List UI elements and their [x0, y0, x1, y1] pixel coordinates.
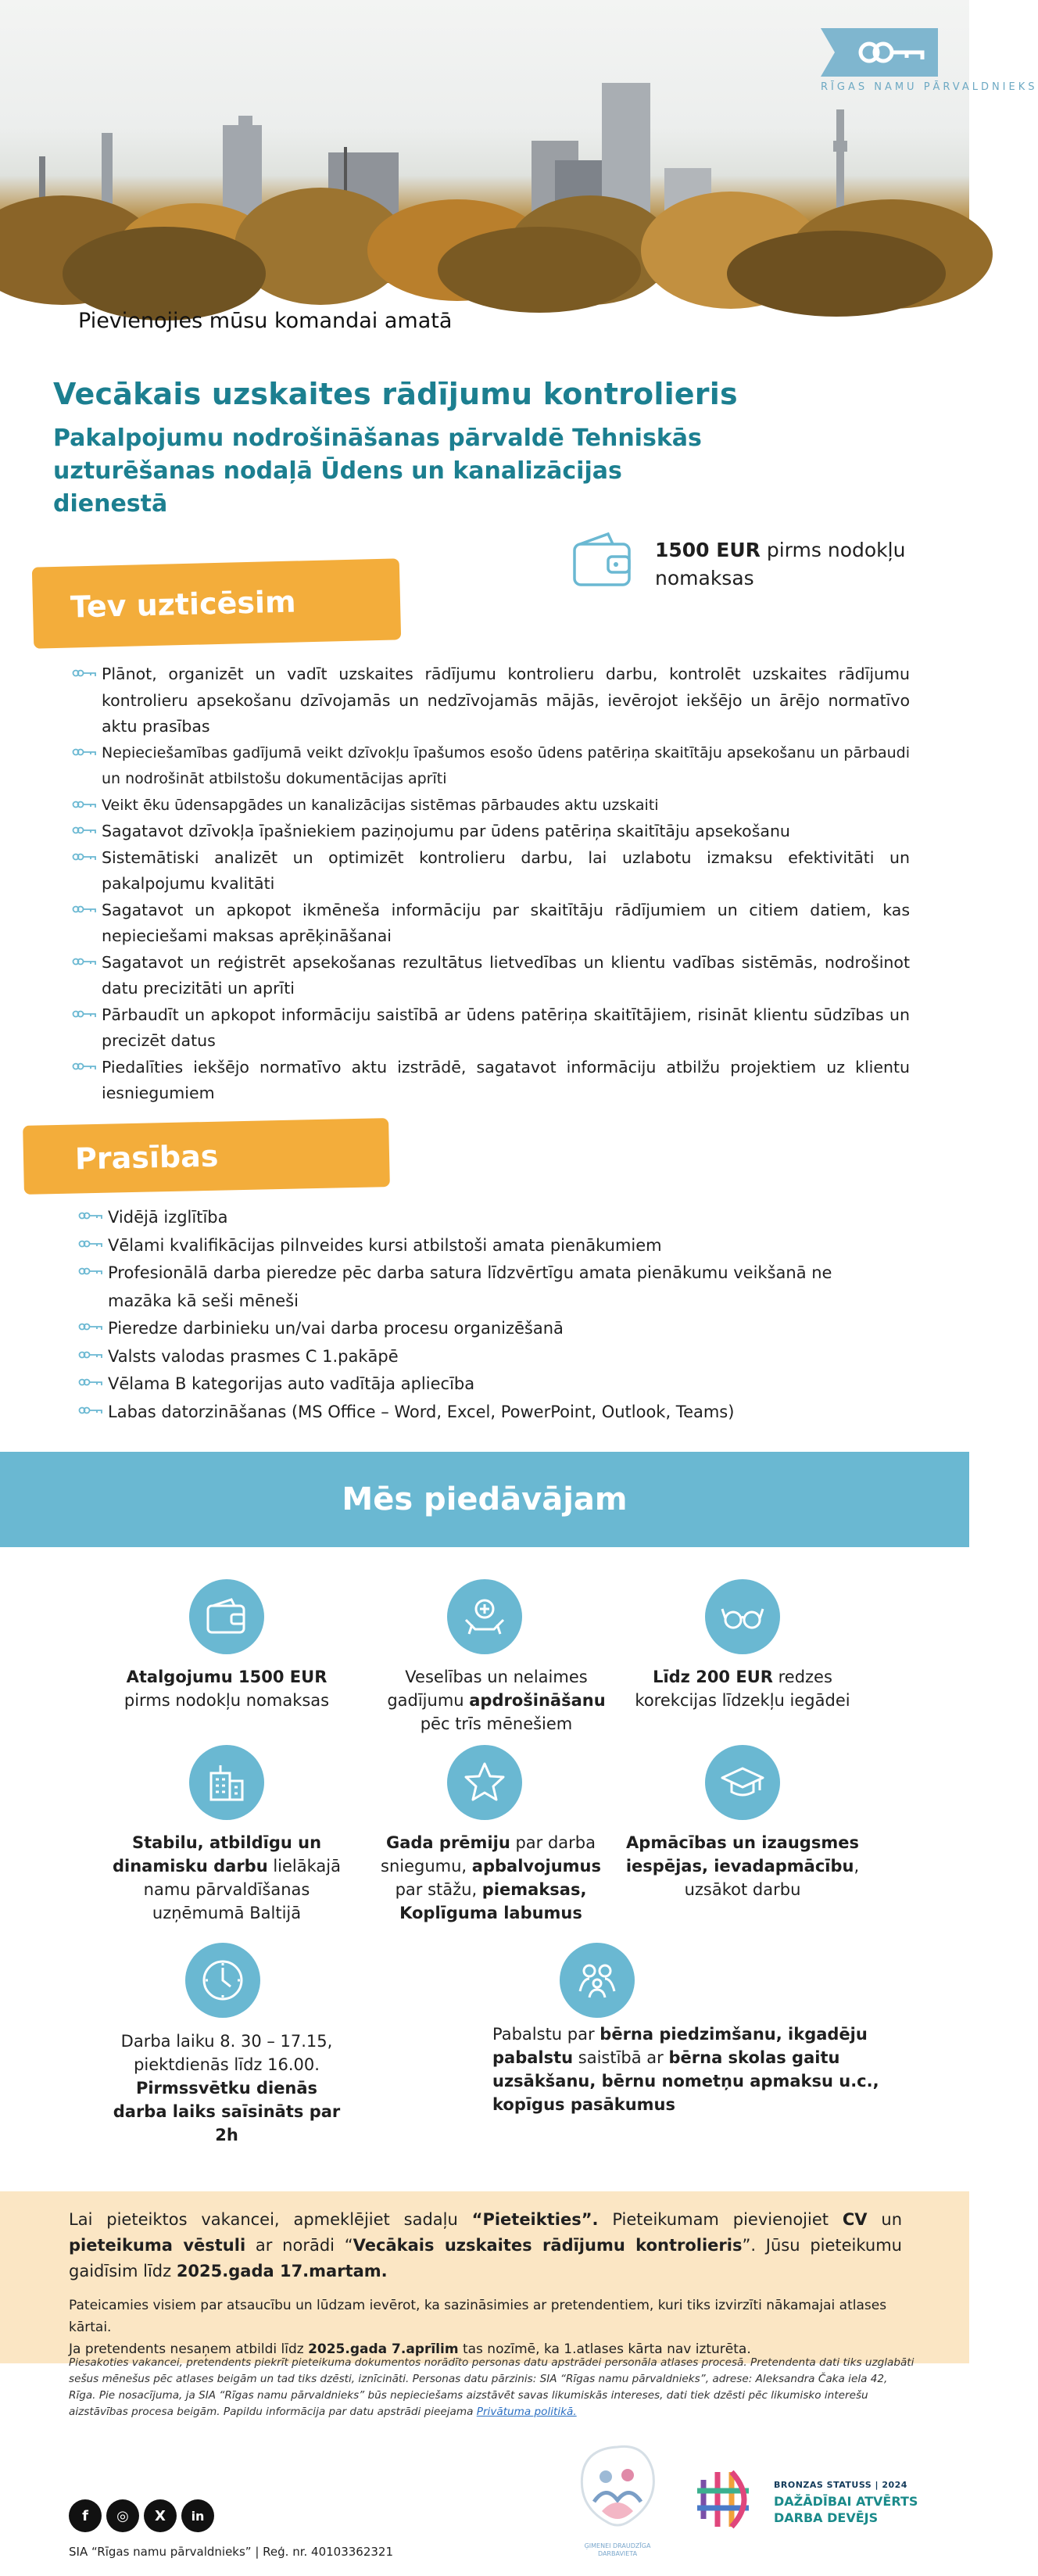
key-bullet-icon: [78, 1238, 103, 1249]
list-item-text: Profesionālā darba pieredze pēc darba satura līdzvērtīgu amata pienākumu veikšanā ne mazāka kā seši mēneši: [108, 1263, 832, 1310]
logo-text: RĪGAS NAMU PĀRVALDNIEKS: [821, 81, 1038, 93]
responsibilities-heading-text: Tev uzticēsim: [70, 584, 297, 625]
requirements-heading-text: Prasības: [74, 1138, 219, 1177]
benefit-salary-bold: Atalgojumu 1500 EUR: [126, 1668, 328, 1686]
salary-amount: 1500 EUR: [655, 539, 761, 561]
header-banner: [0, 0, 1038, 283]
privacy-policy-link[interactable]: Privātuma politikā.: [476, 2406, 577, 2418]
benefit-hours-bold: Pirmssvētku dienās darba laiks saīsināts par 2h: [113, 2079, 341, 2144]
apply-cv: CV: [842, 2210, 868, 2229]
x-twitter-icon[interactable]: X: [144, 2499, 177, 2532]
benefit-working-hours: [109, 2030, 344, 2147]
benefit-bonus-bold-1: Gada prēmiju: [385, 1833, 510, 1852]
list-item-text: Pieredze darbinieku un/vai darba procesu organizēšanā: [108, 1319, 564, 1338]
list-item-text: Sistemātiski analizēt un optimizēt kontrolieru darbu, lai uzlabotu izmaksu efektivitāti un pakalpojumu kvalitāti: [102, 847, 910, 893]
requirements-heading: [23, 1118, 390, 1195]
apply-position: Vecākais uzskaites rādījumu kontrolieris: [353, 2236, 743, 2255]
benefit-stable-job: [109, 1831, 344, 1925]
key-bullet-icon: [72, 956, 97, 967]
benefit-stable-job-text: lielākajā namu pārvaldīšanas uzņēmumā Baltijā: [143, 1857, 342, 1922]
apply-note-2c: tas nozīmē, ka 1.atlases kārta nav izturēta.: [458, 2341, 751, 2357]
family-friendly-label: ĢIMENEI DRAUDZĪGA DARBAVIETA: [584, 2542, 651, 2557]
benefit-glasses-text: redzes korekcijas līdzekļu iegādei: [635, 1668, 850, 1710]
list-item-text: Vēlami kvalifikācijas pilnveides kursi atbilstoši amata pienākumiem: [108, 1235, 662, 1255]
list-item: [78, 1343, 907, 1371]
list-item: [72, 740, 910, 793]
family-icon: [560, 1943, 635, 2018]
apply-note-1: Pateicamies visiem par atsaucību un lūdzam ievērot, ka sazināsimies ar pretendentiem, kuri tiks izvirzīti nākamajai atlases kārtai.: [69, 2298, 887, 2335]
list-item-text: Sagatavot un apkopot ikmēneša informāciju par skaitītāju rādījumiem un citiem datiem, kas nepieciešami maksas aprēķināšanai: [102, 900, 910, 945]
family-friendly-logo: [574, 2439, 660, 2545]
responsibilities-list: [72, 661, 910, 1107]
key-bullet-icon: [72, 825, 97, 836]
apply-section: [0, 2191, 969, 2363]
list-item-text: Piedalīties iekšējo normatīvo aktu izstrādē, sagatavot informāciju atbilžu projektiem uz klientu iesniegumiem: [102, 1057, 910, 1102]
wallet-icon: [572, 532, 632, 588]
list-item: [72, 845, 910, 897]
diversity-line-1: DAŽĀDĪBAI ATVĒRTS: [774, 2494, 918, 2509]
salary-suffix: pirms nodokļu nomaksas: [655, 539, 906, 589]
star-icon: [447, 1745, 522, 1820]
benefit-bonus-text-1: par darba sniegumu,: [381, 1833, 596, 1876]
apply-deadline: 2025.gada 17.martam.: [176, 2262, 388, 2280]
benefit-child-allowance: [492, 2022, 899, 2116]
benefit-child-bold-2: bērna skolas gaitu uzsākšanu, bērnu nometņu apmaksu u.c., kopīgus pasākumus: [492, 2048, 879, 2114]
diversity-logo: [694, 2464, 757, 2535]
building-icon: [189, 1745, 264, 1820]
list-item: [72, 897, 910, 950]
benefit-hours-line-2: piektdienās līdz 16.00.: [134, 2055, 320, 2074]
instagram-icon[interactable]: ◎: [106, 2499, 139, 2532]
responsibilities-heading: [32, 558, 401, 648]
list-item: [72, 661, 910, 740]
apply-text-3: un: [867, 2210, 903, 2229]
benefit-hours-line-1: Darba laiku 8. 30 – 17.15,: [120, 2032, 333, 2051]
company-registration: SIA “Rīgas namu pārvaldnieks” | Reģ. nr. 40103362321: [69, 2545, 394, 2559]
benefit-stable-job-bold: Stabilu, atbildīgu un dinamisku darbu: [112, 1833, 322, 1876]
benefit-child-text-2: saistībā ar: [573, 2048, 669, 2067]
glasses-icon: [705, 1579, 780, 1654]
apply-instructions: [69, 2207, 902, 2284]
diversity-line-2: DARBA DEVĒJS: [774, 2510, 879, 2525]
benefit-child-bold-1: bērna piedzimšanu, ikgadēju pabalstu: [492, 2025, 868, 2067]
key-bullet-icon: [72, 1061, 97, 1072]
privacy-text: Piesakoties vakancei, pretendents piekrīt pieteikuma dokumentos norādīto personas datu apstrādei personāla atlases procesā. Pretendenta dati tiks uzglabāti sešus mēnešus pēc atlases beigām un tad tiks dzēsti, iznīcināti. Personas datu pārzinis: SIA “Rīgas namu pārvaldnieks”, adrese: Aleksandra Čaka iela 42, Rīga. Pie nosacījuma, ja SIA “Rīgas namu pārvaldnieks” būs nepieciešams aizstāvēt savas likumiskās intereses, dati tiek dzēsti pēc likumisko interešu aizstāvības procesa beigām. Papildu informācija par datu apstrādi pieejama: [69, 2356, 915, 2418]
list-item: [78, 1259, 907, 1315]
benefit-salary-text: pirms nodokļu nomaksas: [123, 1691, 330, 1710]
key-bullet-icon: [78, 1377, 103, 1388]
apply-text-4: ar norādi “: [245, 2236, 353, 2255]
benefit-bonus-text-2: par stāžu,: [395, 1880, 482, 1899]
benefit-insurance-text-2: pēc trīs mēnešiem: [420, 1714, 573, 1733]
benefit-training: [617, 1831, 868, 1901]
list-item: [72, 1002, 910, 1055]
apply-text-1: Lai pieteiktos vakancei, apmeklējiet sadaļu: [69, 2210, 472, 2229]
list-item-text: Vēlama B kategorijas auto vadītāja apliecība: [108, 1374, 475, 1393]
key-bullet-icon: [72, 799, 97, 810]
list-item: [78, 1370, 907, 1399]
list-item: [78, 1232, 907, 1260]
list-item-text: Labas datorzināšanas (MS Office – Word, Excel, PowerPoint, Outlook, Teams): [108, 1402, 735, 1421]
requirements-list: [78, 1204, 907, 1426]
department-subtitle: Pakalpojumu nodrošināšanas pārvaldē Tehniskās uzturēšanas nodaļā Ūdens un kanalizācijas dienestā: [53, 425, 702, 518]
list-item: [72, 793, 910, 819]
benefit-bonus-bold-2: apbalvojumus: [471, 1857, 601, 1876]
list-item-text: Vidējā izglītība: [108, 1208, 228, 1227]
offer-heading-text: Mēs piedāvājam: [342, 1481, 628, 1517]
apply-letter: pieteikuma vēstuli: [69, 2236, 246, 2255]
benefit-training-bold: Apmācības un izaugsmes iespējas, ievadapmācību: [625, 1833, 859, 1876]
benefit-glasses-bold: Līdz 200 EUR: [653, 1668, 773, 1686]
offer-heading: [0, 1452, 969, 1547]
benefit-insurance-bold: apdrošināšanu: [469, 1691, 606, 1710]
list-item: [78, 1204, 907, 1232]
list-item: [72, 819, 910, 845]
benefit-bonus: [378, 1831, 604, 1925]
apply-text-2: Pieteikumam pievienojiet: [598, 2210, 843, 2229]
list-item-text: Nepieciešamības gadījumā veikt dzīvokļu īpašumos esošo ūdens patēriņa skaitītāju apsekošanu un pārbaudi un nodrošināt atbilstošu dokumentācijas aprīti: [102, 743, 910, 787]
key-bullet-icon: [72, 668, 97, 679]
facebook-icon[interactable]: f: [69, 2499, 102, 2532]
key-bullet-icon: [72, 904, 97, 915]
list-item-text: Valsts valodas prasmes C 1.pakāpē: [108, 1346, 399, 1366]
apply-note-date: 2025.gada 7.aprīlim: [308, 2341, 459, 2357]
company-logo: [821, 28, 1038, 93]
key-bullet-icon: [72, 1009, 97, 1019]
benefit-bonus-bold-3: piemaksas, Koplīguma labumus: [399, 1880, 587, 1922]
key-bullet-icon: [78, 1210, 103, 1221]
benefit-salary: [117, 1665, 336, 1712]
job-title: Vecākais uzskaites rādījumu kontrolieris: [53, 377, 738, 411]
benefit-insurance: [387, 1665, 606, 1736]
apply-note: [69, 2295, 902, 2360]
list-item: [72, 1055, 910, 1107]
list-item-text: Sagatavot dzīvokļa īpašniekiem paziņojumu par ūdens patēriņa skaitītāju apsekošanu: [102, 822, 790, 840]
list-item: [78, 1399, 907, 1427]
join-text: Pievienojies mūsu komandai amatā: [78, 309, 453, 333]
benefit-training-text: , uzsākot darbu: [684, 1857, 860, 1899]
graduation-cap-icon: [705, 1745, 780, 1820]
health-insurance-icon: [447, 1579, 522, 1654]
wallet-benefit-icon: [189, 1579, 264, 1654]
list-item-text: Sagatavot un reģistrēt apsekošanas rezultātus lietvedības un klientu vadības sistēmās, nodrošinot datu precizitāti un aprīti: [102, 952, 910, 998]
apply-note-2a: Ja pretendents nesaņem atbildi līdz: [69, 2341, 309, 2357]
key-bullet-icon: [78, 1266, 103, 1277]
key-bullet-icon: [78, 1405, 103, 1416]
linkedin-icon[interactable]: in: [181, 2499, 214, 2532]
list-item-text: Plānot, organizēt un vadīt uzskaites rādījumu kontrolieru darbu, kontrolēt uzskaites rādījumu kontrolieru apsekošanu dzīvojamās un nedzīvojamās mājās, ievērojot iekšējo un ārējo normatīvo aktu prasības: [102, 665, 910, 736]
diversity-status: BRONZAS STATUSS | 2024: [774, 2480, 907, 2490]
list-item: [78, 1315, 907, 1343]
key-bullet-icon: [72, 747, 97, 758]
key-bullet-icon: [78, 1321, 103, 1332]
logo-key-icon: [821, 28, 938, 77]
benefit-insurance-text: Veselības un nelaimes gadījumu: [387, 1668, 588, 1710]
list-item-text: Veikt ēku ūdensapgādes un kanalizācijas sistēmas pārbaudes aktu uzskaiti: [102, 796, 659, 814]
clock-icon: [185, 1943, 260, 2018]
list-item-text: Pārbaudīt un apkopot informāciju saistībā ar ūdens patēriņa skaitītājiem, risināt klientu sūdzības un precizēt datus: [102, 1005, 910, 1050]
apply-text-5: ”. Jūsu pieteikumu gaidīsim līdz: [69, 2236, 902, 2280]
benefit-child-text-1: Pabalstu par: [492, 2025, 600, 2044]
apply-link-label[interactable]: “Pieteikties”.: [471, 2210, 599, 2229]
key-bullet-icon: [72, 851, 97, 862]
privacy-notice: [69, 2355, 915, 2420]
list-item: [72, 950, 910, 1002]
salary-text: [655, 536, 916, 593]
benefit-glasses: [625, 1665, 860, 1712]
key-bullet-icon: [78, 1349, 103, 1360]
